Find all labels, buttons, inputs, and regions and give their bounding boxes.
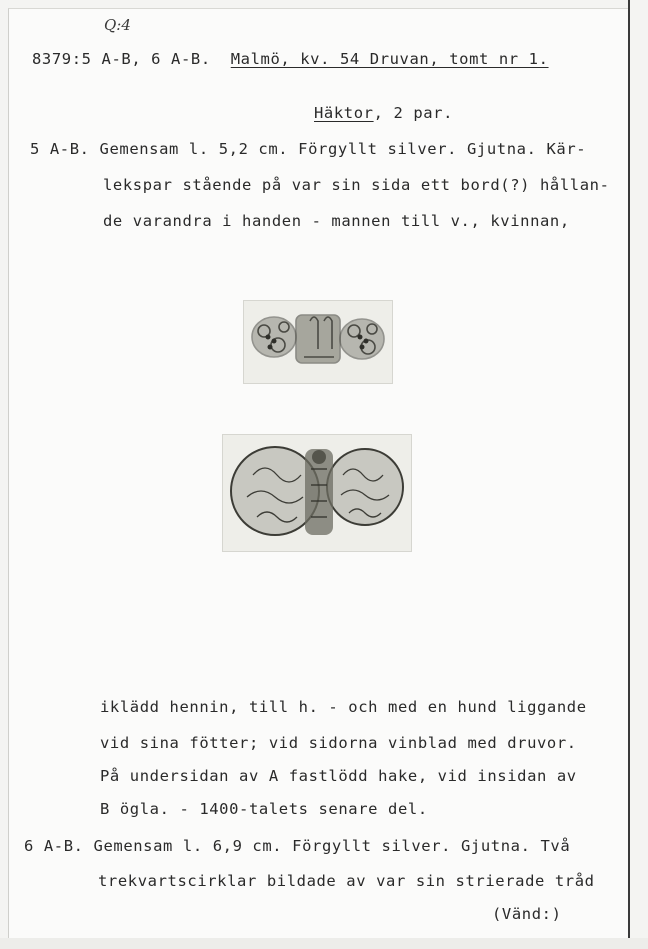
entry-5-line-5: vid sina fötter; vid sidorna vinblad med druvor. <box>100 734 577 752</box>
subtitle <box>314 104 453 122</box>
photo-hooks-5 <box>243 300 393 384</box>
handwritten-mark: Q:4 <box>104 16 131 34</box>
card-edge <box>628 0 630 949</box>
entry-5-line-7: B ögla. - 1400-talets senare del. <box>100 800 428 818</box>
catalog-number: 8379:5 A-B, 6 A-B. <box>32 50 211 68</box>
hooks-6-illustration <box>223 435 411 551</box>
turn-note: (Vänd:) <box>492 905 562 923</box>
hooks-5-illustration <box>244 301 392 383</box>
card-bottom-margin <box>0 938 648 949</box>
entry-5-line-2: lekspar stående på var sin sida ett bord(?) hållan- <box>103 176 610 194</box>
photo-hooks-6 <box>222 434 412 552</box>
entry-5-line-1: 5 A-B. Gemensam l. 5,2 cm. Förgyllt silver. Gjutna. Kär- <box>30 140 587 158</box>
entry-6-line-2: trekvartscirklar bildade av var sin strierade tråd <box>98 872 595 890</box>
object-type: Häktor <box>314 104 374 122</box>
entry-6-line-1: 6 A-B. Gemensam l. 6,9 cm. Förgyllt silver. Gjutna. Två <box>24 837 571 855</box>
entry-5-line-6: På undersidan av A fastlödd hake, vid insidan av <box>100 767 577 785</box>
find-location: Malmö, kv. 54 Druvan, tomt nr 1. <box>230 50 549 68</box>
object-quantity: , 2 par. <box>373 104 454 122</box>
header-line <box>32 50 549 68</box>
entry-5-line-4: iklädd hennin, till h. - och med en hund liggande <box>100 698 587 716</box>
entry-5-line-3: de varandra i handen - mannen till v., kvinnan, <box>103 212 570 230</box>
